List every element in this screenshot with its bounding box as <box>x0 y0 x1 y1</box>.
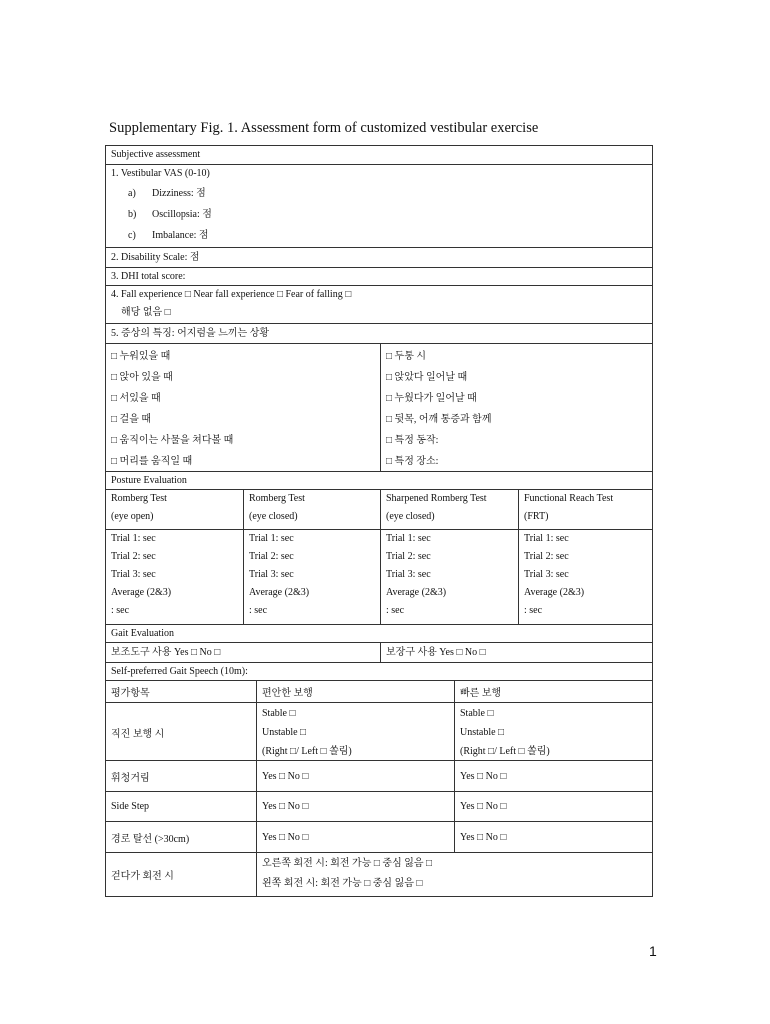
gait-row-label: 직진 보행 시 <box>111 729 165 740</box>
gait-turn-detail <box>256 853 652 896</box>
gait-table-header <box>106 680 652 702</box>
disability-scale: 2. Disability Scale: 점 <box>106 247 652 267</box>
posture-col-frt: Functional Reach Test (FRT) <box>518 490 652 529</box>
posture-trials-col: Trial 1: sec Trial 2: sec Trial 3: sec Average (2&3) : sec <box>111 533 172 616</box>
posture-col-romberg-closed: Romberg Test (eye closed) <box>243 490 380 529</box>
gait-row-turn <box>106 852 652 896</box>
subjective-header: Subjective assessment <box>111 149 201 160</box>
vas-label: 1. Vestibular VAS (0-10) <box>111 168 210 179</box>
posture-trials-col: Trial 1: sec Trial 2: sec Trial 3: sec Average (2&3) : sec <box>380 530 518 624</box>
page-number: 1 <box>649 943 657 959</box>
posture-trials-col: Trial 1: sec Trial 2: sec Trial 3: sec Average (2&3) : sec <box>243 530 380 624</box>
gait-row-label: 경로 탈선 (>30cm) <box>111 833 190 845</box>
symptom-item: □ 특정 장소: <box>386 456 439 467</box>
posture-col-romberg-open: Romberg Test (eye open) <box>111 493 167 522</box>
gait-straight-comfortable: Stable □ Unstable □ (Right □/ Left □ 쏠림) <box>256 703 454 762</box>
gait-row-side-step <box>106 791 652 821</box>
gait-row-comfortable: Yes □ No □ <box>256 822 454 852</box>
symptom-item: □ 앉았다 일어날 때 <box>386 372 468 383</box>
posture-column-headers <box>106 489 652 529</box>
gait-row-sway <box>106 760 652 791</box>
symptom-item: □ 두통 시 <box>386 351 427 362</box>
fall-line-2: 해당 없음 □ <box>121 307 171 318</box>
gait-row-fast: Yes □ No □ <box>454 822 652 852</box>
gait-row-comfortable: Yes □ No □ <box>256 792 454 821</box>
gait-row-label: Side Step <box>111 801 150 812</box>
symptom-item: □ 앉아 있을 때 <box>111 372 173 383</box>
symptom-item: □ 뒷목, 어깨 통증과 함께 <box>386 414 492 425</box>
vas-section <box>106 164 652 247</box>
turn-left: 왼쪽 회전 시: 회전 가능 □ 중심 잃음 □ <box>262 878 423 889</box>
symptom-item: □ 누웠다가 일어날 때 <box>386 393 477 404</box>
gait-straight-fast: Stable □ Unstable □ (Right □/ Left □ 쏠림) <box>454 703 652 762</box>
gait-row-label: 걷다가 회전 시 <box>111 871 174 882</box>
symptom-item: □ 걸을 때 <box>111 414 152 425</box>
turn-right: 오른쪽 회전 시: 회전 가능 □ 중심 잃음 □ <box>262 858 433 869</box>
symptom-item: □ 머리를 움직일 때 <box>111 456 193 467</box>
gait-col-comfortable: 편안한 보행 <box>256 681 454 702</box>
symptom-right-column <box>380 344 652 472</box>
posture-trials-col: Trial 1: sec Trial 2: sec Trial 3: sec Average (2&3) : sec <box>518 530 652 624</box>
gait-row-comfortable: Yes □ No □ <box>256 761 454 791</box>
gait-col-item: 평가항목 <box>111 688 150 699</box>
vas-item-oscillopsia: b) Oscillopsia: 점 <box>128 209 212 220</box>
posture-col-sharpened-romberg: Sharpened Romberg Test (eye closed) <box>380 490 518 529</box>
gait-row-deviation <box>106 821 652 852</box>
vas-item-imbalance: c) Imbalance: 점 <box>128 230 209 241</box>
fall-experience <box>106 285 652 323</box>
gait-row-straight <box>106 702 652 760</box>
gait-row-fast: Yes □ No □ <box>454 761 652 791</box>
gait-row-fast: Yes □ No □ <box>454 792 652 821</box>
gait-speed: Self-preferred Gait Speech (10m): <box>106 662 652 680</box>
fall-line-1: 4. Fall experience □ Near fall experience □ Fear of falling □ <box>111 289 352 300</box>
symptom-item: □ 특정 동작: <box>386 435 439 446</box>
page-title: Supplementary Fig. 1. Assessment form of customized vestibular exercise <box>109 120 539 136</box>
assessment-form <box>105 145 653 897</box>
symptom-grid <box>106 343 652 471</box>
assistive-device: 보조도구 사용 Yes □ No □ <box>111 647 221 658</box>
symptom-header: 5. 증상의 특징: 어지럼을 느끼는 상황 <box>106 323 652 343</box>
symptom-item: □ 서있을 때 <box>111 393 161 404</box>
assistive-row <box>106 642 652 662</box>
symptom-item: □ 누워있을 때 <box>111 351 171 362</box>
posture-header: Posture Evaluation <box>106 471 652 489</box>
symptom-item: □ 움직이는 사물을 쳐다볼 때 <box>111 435 234 446</box>
gait-row-label: 휘청거림 <box>111 772 150 784</box>
vas-item-dizziness: a) Dizziness: 점 <box>128 188 206 199</box>
gait-header: Gait Evaluation <box>106 624 652 642</box>
symptom-left-column <box>106 344 380 472</box>
dhi-score: 3. DHI total score: <box>106 267 652 285</box>
posture-trials <box>106 529 652 624</box>
orthosis: 보장구 사용 Yes □ No □ <box>380 643 652 663</box>
gait-col-fast: 빠른 보행 <box>454 681 652 702</box>
